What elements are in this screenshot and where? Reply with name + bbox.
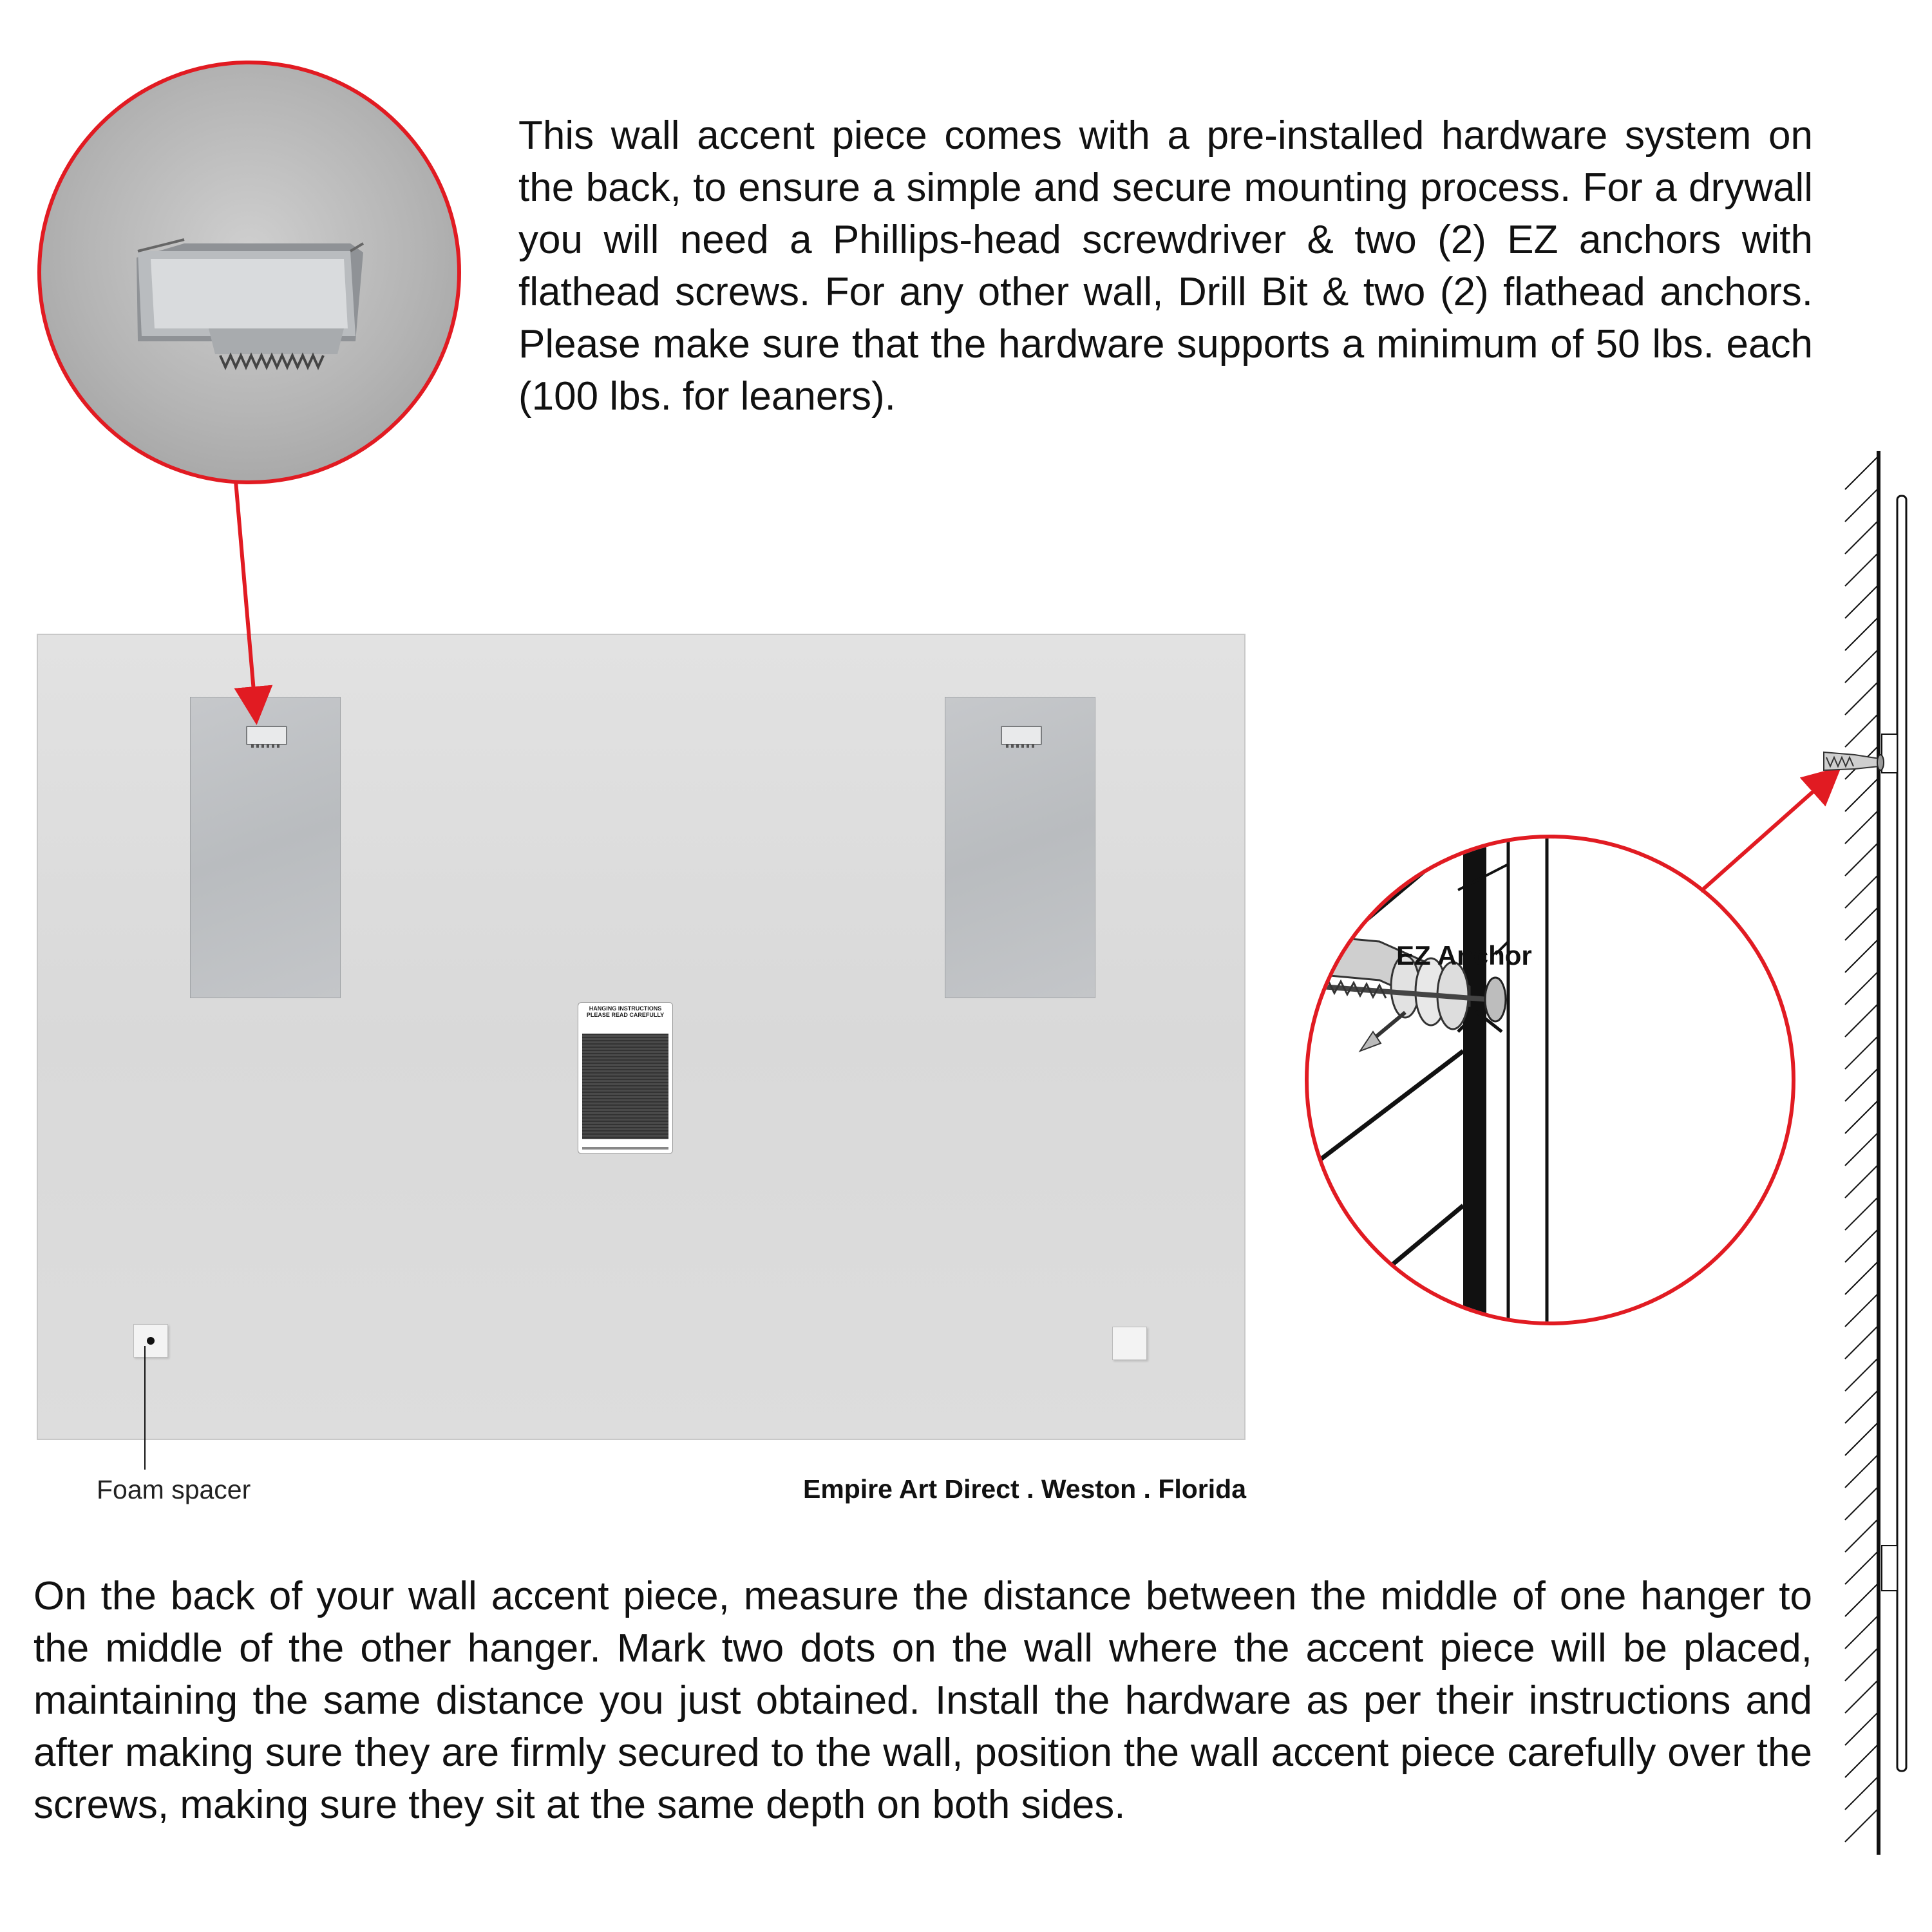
foam-spacer-label: Foam spacer	[97, 1475, 251, 1504]
instructions-paragraph: On the back of your wall accent piece, measure the distance between the middle of one hanger to the middle of the other hanger. Mark two dots on the wall where the accent piece will be placed, maintaining the same distance you just obtained. Install the hardware as per their instructions and after making sure they are firmly secured to the wall, position the wall accent piece carefully over the screws, making sure they sit at the same depth on both sides.	[33, 1574, 1812, 1827]
hanger-callout-arrow	[236, 481, 256, 714]
hanger-profile	[1882, 734, 1897, 773]
intro-paragraph: This wall accent piece comes with a pre-installed hardware system on the back, to ensure a simple and secure mounting process. For a drywall you will need a Phillips-head screwdriver & two (2) EZ anchors with flathead screws. For any other wall, Drill Bit & two (2) flathead anchors. Please make sure that the hardware supports a minimum of 50 lbs. each (100 lbs. for leaners).	[518, 113, 1813, 419]
instructions-label-title: HANGING INSTRUCTIONS PLEASE READ CAREFULLY	[586, 1005, 665, 1018]
wall-section-side-view	[1824, 451, 1906, 1855]
foam-spacer-profile	[1882, 1546, 1897, 1591]
ez-anchor-label: EZ Anchor	[1396, 940, 1532, 971]
accent-piece-profile	[1897, 496, 1906, 1771]
company-credit: Empire Art Direct . Weston . Florida	[802, 1474, 1246, 1504]
wall-screw-icon	[1824, 752, 1884, 770]
anchor-callout-arrow	[1701, 774, 1833, 891]
